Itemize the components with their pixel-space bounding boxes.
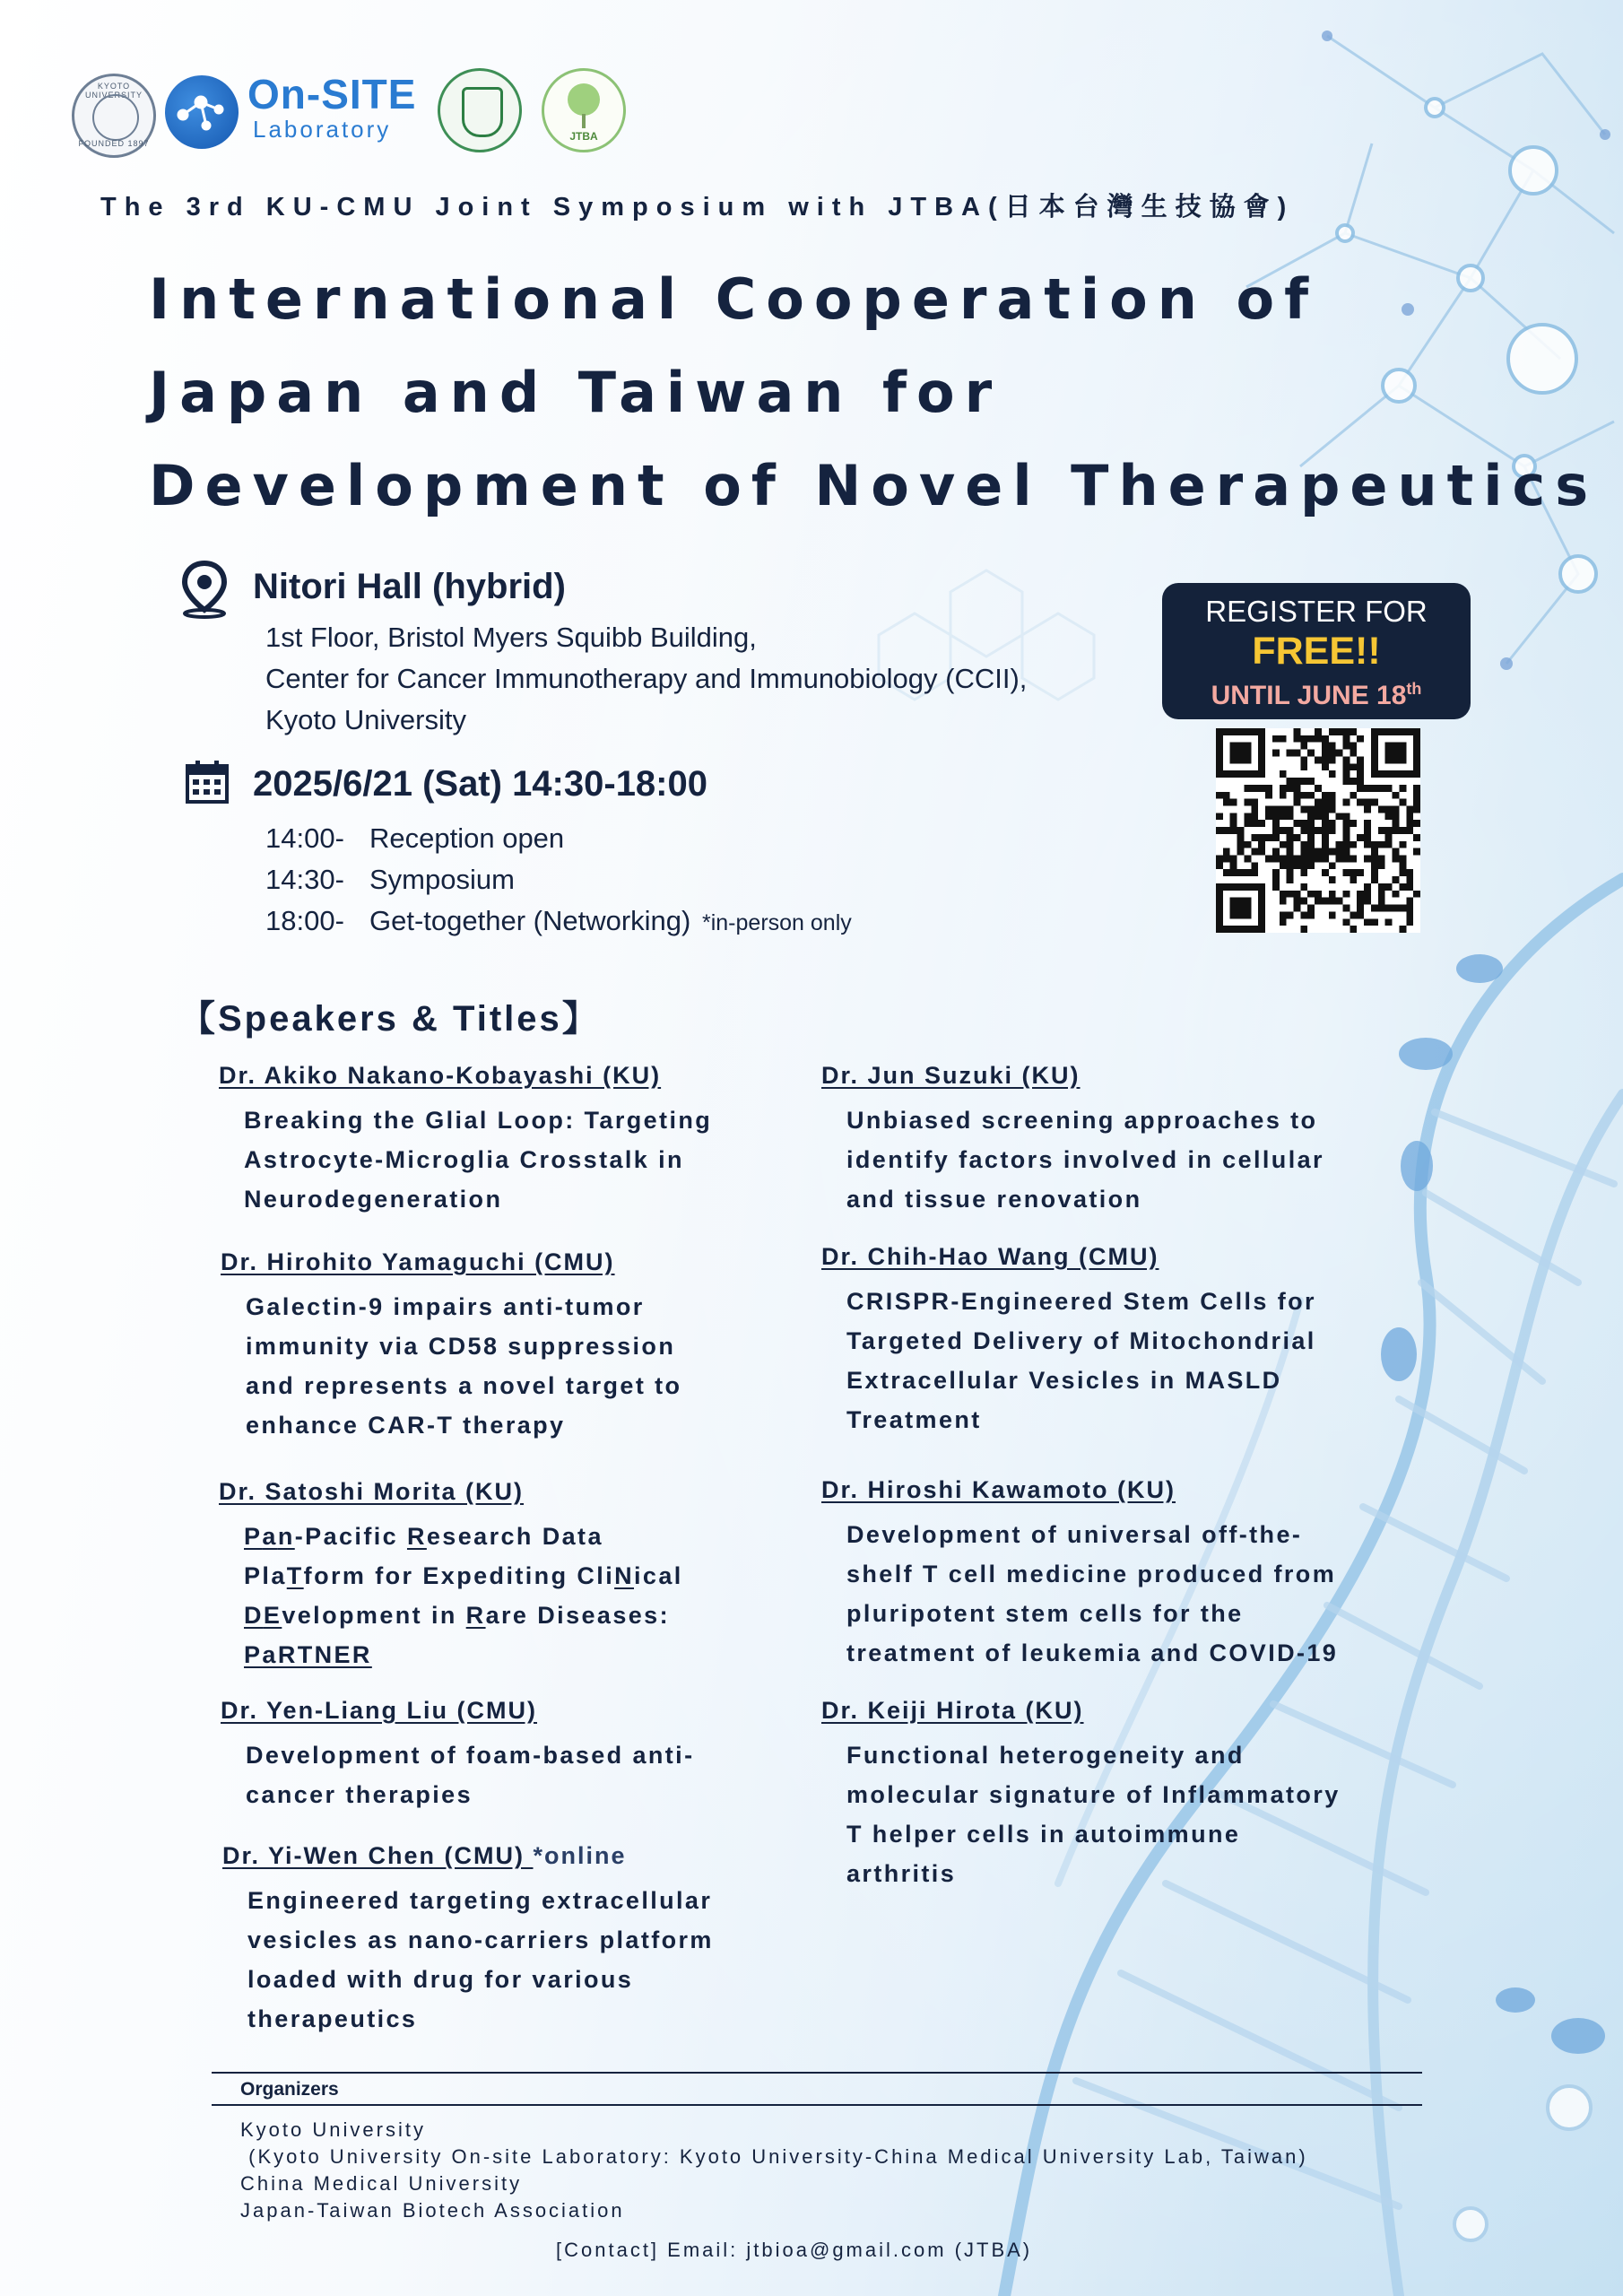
speaker-name: Dr. Chih-Hao Wang (CMU) <box>821 1243 1159 1270</box>
schedule-label: Symposium <box>369 864 515 895</box>
speaker-name: Dr. Jun Suzuki (KU) <box>821 1062 1081 1089</box>
venue-address <box>265 617 1027 741</box>
talk-title-line: Astrocyte-Microglia Crosstalk in <box>244 1146 684 1173</box>
address-line: Center for Cancer Immunotherapy and Immunobiology (CCII), <box>265 663 1028 694</box>
talk-title-line: immunity via CD58 suppression <box>246 1333 676 1360</box>
talk-title-line: and tissue renovation <box>846 1186 1142 1213</box>
speaker-name: Dr. Yi-Wen Chen (CMU) <box>222 1842 534 1869</box>
schedule-item <box>265 818 852 859</box>
kyoto-university-logo <box>72 74 156 158</box>
title-line: Japan and Taiwan for <box>149 360 1002 425</box>
speaker-entry <box>221 1697 694 1814</box>
talk-title-line: Extracellular Vesicles in MASLD <box>846 1367 1282 1394</box>
talk-title-line: loaded with drug for various <box>247 1966 634 1993</box>
schedule-note: *in-person only <box>702 910 852 935</box>
talk-title-line: and represents a novel target to <box>246 1372 682 1399</box>
schedule-item <box>265 900 852 944</box>
speaker-name: Dr. Yen-Liang Liu (CMU) <box>221 1697 538 1724</box>
organizer-line: Kyoto University <box>240 2118 426 2141</box>
talk-title <box>846 1515 1338 1673</box>
onsite-laboratory-logo <box>247 71 427 154</box>
talk-title-line: T helper cells in autoimmune <box>846 1821 1241 1848</box>
talk-title <box>846 1735 1341 1893</box>
organizer-line: Japan-Taiwan Biotech Association <box>240 2199 625 2222</box>
schedule-time: 18:00- <box>265 905 344 936</box>
address-line: 1st Floor, Bristol Myers Squibb Building, <box>265 622 757 653</box>
speaker-entry <box>219 1062 712 1219</box>
talk-title-line: Unbiased screening approaches to <box>846 1107 1318 1134</box>
talk-title <box>247 1881 714 2039</box>
ku-logo-text: KYOTO UNIVERSITY <box>84 82 143 100</box>
organizer-line: (Kyoto University On-site Laboratory: Kyoto University-China Medical University Lab, Taiwan) <box>240 2145 1308 2168</box>
schedule-time: 14:00- <box>265 822 344 854</box>
speaker-entry <box>221 1248 681 1445</box>
title-line: International Cooperation of <box>149 266 1319 332</box>
talk-title <box>846 1282 1316 1439</box>
talk-title-line: arthritis <box>846 1860 957 1887</box>
talk-title-line: cancer therapies <box>246 1781 473 1808</box>
talk-title-line: Development of foam-based anti- <box>246 1742 695 1769</box>
talk-title-line: Pan-Pacific Research Data <box>244 1523 603 1550</box>
organizers-list <box>240 2117 1308 2224</box>
schedule-label: Reception open <box>369 822 565 854</box>
speaker-entry <box>821 1476 1338 1673</box>
speakers-heading: 【Speakers & Titles】 <box>179 999 601 1039</box>
talk-title-line: Engineered targeting extracellular <box>247 1887 713 1914</box>
organizers-title: Organizers <box>240 2079 339 2100</box>
talk-title <box>846 1100 1324 1219</box>
talk-title-line: Treatment <box>846 1406 982 1433</box>
speaker-entry <box>821 1062 1324 1219</box>
register-line1: REGISTER FOR <box>1205 595 1428 628</box>
talk-title-line: PlaTform for Expediting CliNical <box>244 1562 683 1589</box>
talk-title-line: Development of universal off-the- <box>846 1521 1303 1548</box>
onsite-logo-line2: Laboratory <box>253 116 392 143</box>
venue-name: Nitori Hall (hybrid) <box>253 567 566 606</box>
talk-title-line: Targeted Delivery of Mitochondrial <box>846 1327 1316 1354</box>
talk-title-line: DEvelopment in Rare Diseases: <box>244 1602 670 1629</box>
talk-title-line: enhance CAR-T therapy <box>246 1412 566 1439</box>
event-date: 2025/6/21 (Sat) 14:30-18:00 <box>253 764 707 804</box>
speaker-name: Dr. Satoshi Morita (KU) <box>219 1478 525 1505</box>
talk-title-line: Neurodegeneration <box>244 1186 503 1213</box>
cmu-shield-icon <box>462 87 503 137</box>
ku-emblem-icon <box>92 94 139 141</box>
talk-title-line: molecular signature of Inflammatory <box>846 1781 1341 1808</box>
title-line: Development of Novel Therapeutics <box>149 453 1599 518</box>
speaker-name: Dr. Hiroshi Kawamoto (KU) <box>821 1476 1176 1503</box>
schedule <box>265 818 852 944</box>
symposium-subtitle: The 3rd KU-CMU Joint Symposium with JTBA(日本台灣生技協會) <box>100 193 1295 222</box>
talk-title-line: Functional heterogeneity and <box>846 1742 1245 1769</box>
schedule-time: 14:30- <box>265 864 344 895</box>
register-banner[interactable] <box>1162 583 1471 719</box>
location-pin-icon <box>179 560 230 619</box>
talk-title-line: Galectin-9 impairs anti-tumor <box>246 1293 645 1320</box>
register-deadline: UNTIL JUNE 18th <box>1211 680 1422 710</box>
contact-email[interactable]: [Contact] Email: jtbioa@gmail.com (JTBA) <box>556 2239 1033 2261</box>
tree-icon <box>568 83 600 116</box>
jtba-logo-label: JTBA <box>569 130 598 143</box>
speaker-name: Dr. Keiji Hirota (KU) <box>821 1697 1084 1724</box>
talk-title-line: vesicles as nano-carriers platform <box>247 1926 714 1953</box>
speaker-entry <box>219 1478 683 1674</box>
divider <box>212 2072 1422 2074</box>
organizer-line: China Medical University <box>240 2172 523 2195</box>
speaker-name: Dr. Hirohito Yamaguchi (CMU) <box>221 1248 615 1275</box>
register-free: FREE!! <box>1252 630 1381 673</box>
speaker-entry <box>821 1697 1341 1893</box>
china-medical-university-logo <box>438 68 522 152</box>
talk-title-line: Breaking the Glial Loop: Targeting <box>244 1107 713 1134</box>
schedule-label: Get-together (Networking) <box>369 905 691 936</box>
talk-title <box>246 1735 694 1814</box>
talk-title <box>244 1100 712 1219</box>
talk-title-line: therapeutics <box>247 2005 418 2032</box>
talk-title-line: pluripotent stem cells for the <box>846 1600 1244 1627</box>
address-line: Kyoto University <box>265 704 466 735</box>
talk-title-line: shelf T cell medicine produced from <box>846 1561 1337 1587</box>
registration-qr-code[interactable] <box>1216 728 1420 933</box>
jtba-logo <box>542 68 626 152</box>
talk-title-line: identify factors involved in cellular <box>846 1146 1324 1173</box>
onsite-lab-network-icon <box>165 75 239 149</box>
talk-title-line: CRISPR-Engineered Stem Cells for <box>846 1288 1316 1315</box>
talk-title-line: treatment of leukemia and COVID-19 <box>846 1639 1339 1666</box>
onsite-logo-line1: On-SITE <box>247 71 417 117</box>
online-note: *online <box>533 1842 627 1869</box>
calendar-icon <box>185 759 230 804</box>
schedule-item <box>265 859 852 900</box>
talk-title-line: PaRTNER <box>244 1641 372 1668</box>
divider <box>212 2104 1422 2106</box>
speaker-entry <box>222 1842 714 2039</box>
ku-logo-founded: FOUNDED 1897 <box>78 139 150 148</box>
page-title <box>149 253 1601 533</box>
talk-title <box>246 1287 681 1445</box>
speaker-entry <box>821 1243 1316 1439</box>
speaker-name: Dr. Akiko Nakano-Kobayashi (KU) <box>219 1062 662 1089</box>
talk-title <box>244 1517 683 1674</box>
